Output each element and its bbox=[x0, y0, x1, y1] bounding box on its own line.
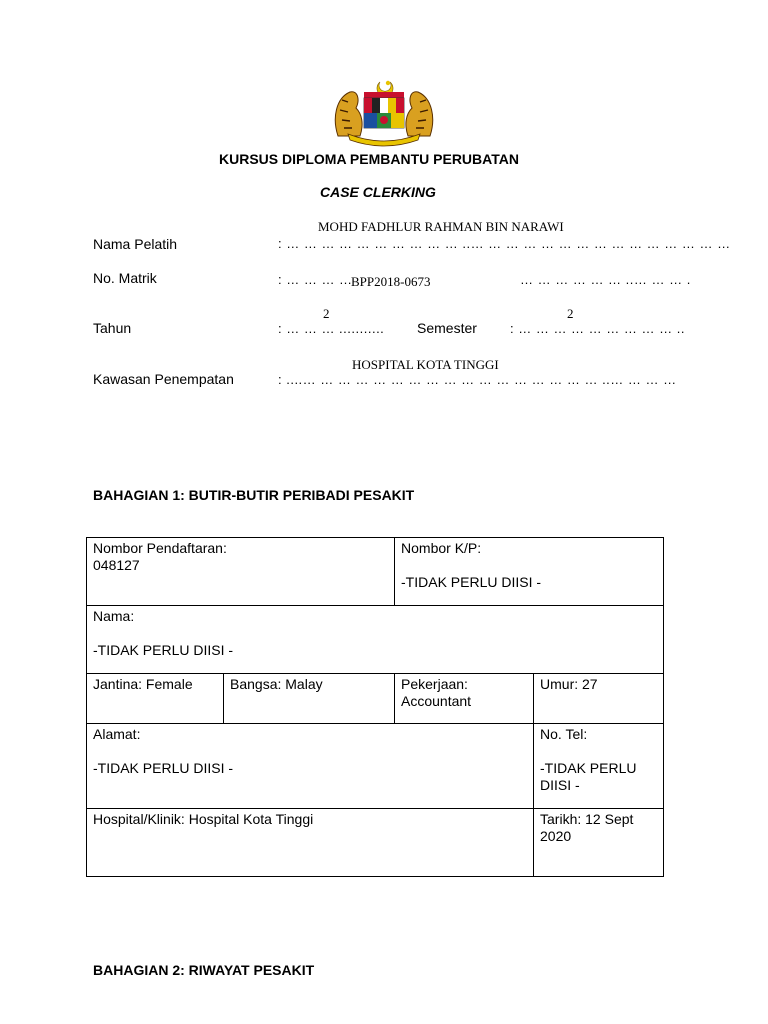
matric-value: BPP2018-0673 bbox=[351, 274, 431, 289]
address-value: -TIDAK PERLU DIISI - bbox=[93, 760, 234, 776]
phone-value: -TIDAK PERLU DIISI - bbox=[540, 760, 637, 793]
registration-cell bbox=[87, 538, 395, 606]
ic-value: -TIDAK PERLU DIISI - bbox=[401, 574, 542, 590]
ic-label: Nombor K/P: bbox=[401, 540, 482, 556]
placement-label: Kawasan Penempatan bbox=[93, 371, 234, 387]
semester-dots: : … … … … … … … … … .. bbox=[510, 321, 685, 336]
year-label: Tahun bbox=[93, 320, 132, 336]
gender-cell: Jantina: Female bbox=[87, 674, 224, 724]
phone-label: No. Tel: bbox=[540, 726, 588, 742]
name-cell bbox=[87, 606, 664, 674]
occupation-value: Accountant bbox=[401, 693, 472, 709]
matric-dots-right: … … … … … … ..… … … . bbox=[520, 272, 691, 287]
year-dots: : … … … ........... bbox=[278, 321, 385, 336]
matric-label: No. Matrik bbox=[93, 270, 157, 286]
section2-heading: BAHAGIAN 2: RIWAYAT PESAKIT bbox=[93, 962, 315, 978]
occupation-label: Pekerjaan: bbox=[401, 676, 468, 692]
occupation-cell bbox=[395, 674, 534, 724]
placement-dots: : ....… … … … … … … … … … … … … … … … … ..… … … … bbox=[278, 372, 677, 387]
patient-name-label: Nama: bbox=[93, 608, 135, 624]
trainee-name-dots: : … … … … … … … … … … ..… … … … … … … … … … … … … … … bbox=[278, 236, 731, 251]
matric-dots-left: : … … … … bbox=[278, 272, 353, 287]
race-cell: Bangsa: Malay bbox=[224, 674, 395, 724]
address-cell bbox=[87, 724, 534, 809]
document-subtitle: CASE CLERKING bbox=[320, 184, 436, 200]
placement-value: HOSPITAL KOTA TINGGI bbox=[352, 357, 499, 372]
coat-of-arms-logo bbox=[330, 78, 438, 148]
registration-label: Nombor Pendaftaran: bbox=[93, 540, 227, 556]
age-cell: Umur: 27 bbox=[534, 674, 664, 724]
document-title: KURSUS DIPLOMA PEMBANTU PERUBATAN bbox=[219, 151, 519, 167]
ic-cell bbox=[395, 538, 664, 606]
trainee-name-value: MOHD FADHLUR RAHMAN BIN NARAWI bbox=[318, 219, 564, 234]
hospital-cell: Hospital/Klinik: Hospital Kota Tinggi bbox=[87, 809, 534, 877]
semester-value: 2 bbox=[567, 306, 574, 321]
semester-label: Semester bbox=[417, 320, 477, 336]
year-value: 2 bbox=[323, 306, 330, 321]
patient-name-value: -TIDAK PERLU DIISI - bbox=[93, 642, 234, 658]
trainee-name-label: Nama Pelatih bbox=[93, 236, 178, 252]
address-label: Alamat: bbox=[93, 726, 141, 742]
registration-value: 048127 bbox=[93, 557, 140, 573]
patient-details-table bbox=[86, 537, 664, 877]
date-cell: Tarikh: 12 Sept 2020 bbox=[534, 809, 664, 877]
phone-cell bbox=[534, 724, 664, 809]
section1-heading: BAHAGIAN 1: BUTIR-BUTIR PERIBADI PESAKIT bbox=[93, 487, 415, 503]
